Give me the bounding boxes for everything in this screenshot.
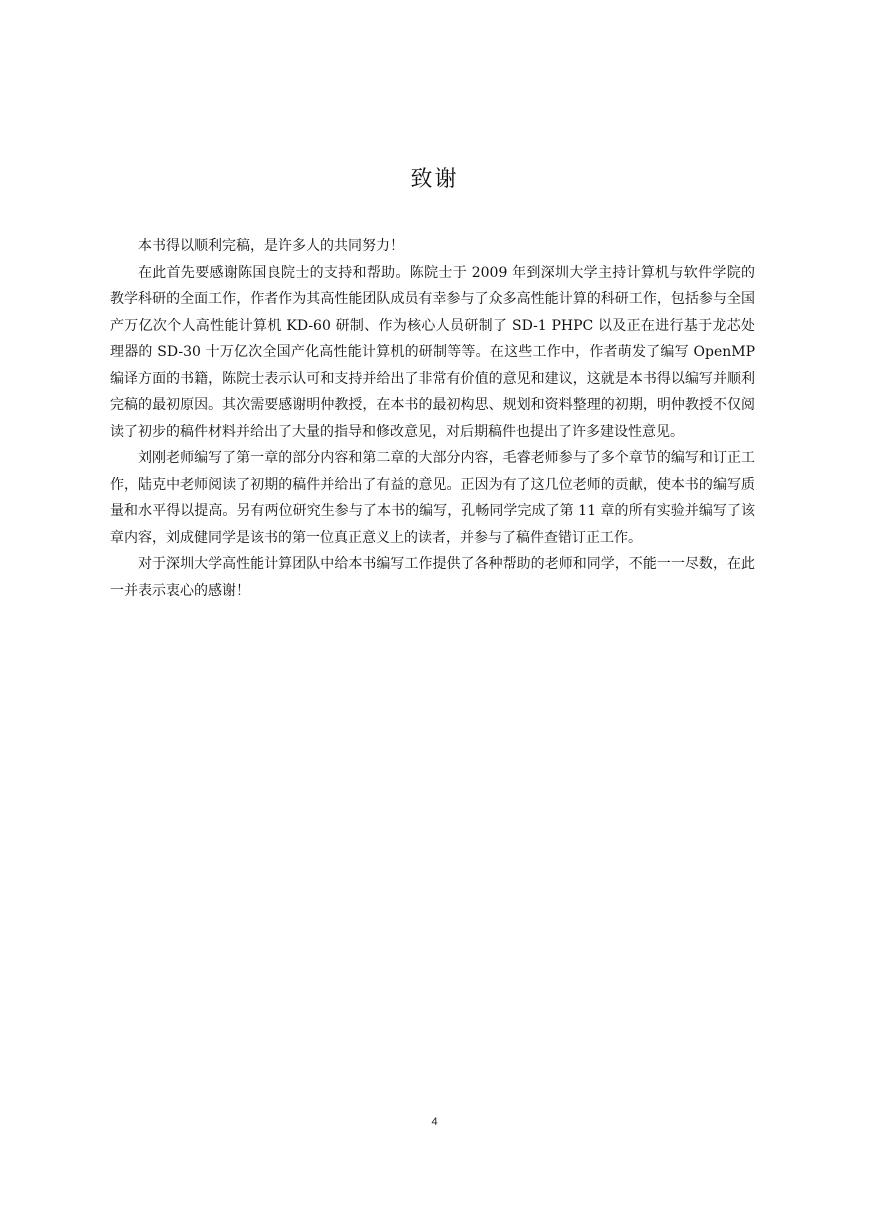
- paragraph-opening: 本书得以顺利完稿，是许多人的共同努力！: [138, 238, 404, 254]
- acknowledgement-body: [110, 233, 755, 604]
- page-title: 致谢: [410, 167, 459, 192]
- paragraph-closing: 对于深圳大学高性能计算团队中给本书编写工作提供了各种帮助的老师和同学，不能一一尽数，在此一并表示衷心的感谢！: [110, 556, 755, 599]
- paragraph-thanks-colleagues: 刘刚老师编写了第一章的部分内容和第二章的大部分内容，毛睿老师参与了多个章节的编写和订正工作，陆克中老师阅读了初期的稿件并给出了有益的意见。正因为有了这几位老师的贡献，使本书的编写质量和水平得以提高。另有两位研究生参与了本书的编写，孔畅同学完成了第 11 章的所有实验并编写了该章内容，刘成健同学是该书的第一位真正意义上的读者，并参与了稿件查错订正工作。: [110, 450, 755, 546]
- paragraph-thanks-chen: 在此首先要感谢陈国良院士的支持和帮助。陈院士于 2009 年到深圳大学主持计算机与软件学院的教学科研的全面工作，作者作为其高性能团队成员有幸参与了众多高性能计算的科研工作，包括参与全国产万亿次个人高性能计算机 KD-60 研制、作为核心人员研制了 SD-1 PHPC 以及正在进行基于龙芯处理器的 SD-30 十万亿次全国产化高性能计算机的研制等等。在这些工作中，作者萌发了编写 OpenMP 编译方面的书籍，陈院士表示认可和支持并给出了非常有价值的意见和建议，这就是本书得以编写并顺利完稿的最初原因。其次需要感谢明仲教授，在本书的最初构思、规划和资料整理的初期，明仲教授不仅阅读了初步的稿件材料并给出了大量的指导和修改意见，对后期稿件也提出了许多建设性意见。: [110, 264, 755, 440]
- page-number: 4: [431, 1116, 438, 1128]
